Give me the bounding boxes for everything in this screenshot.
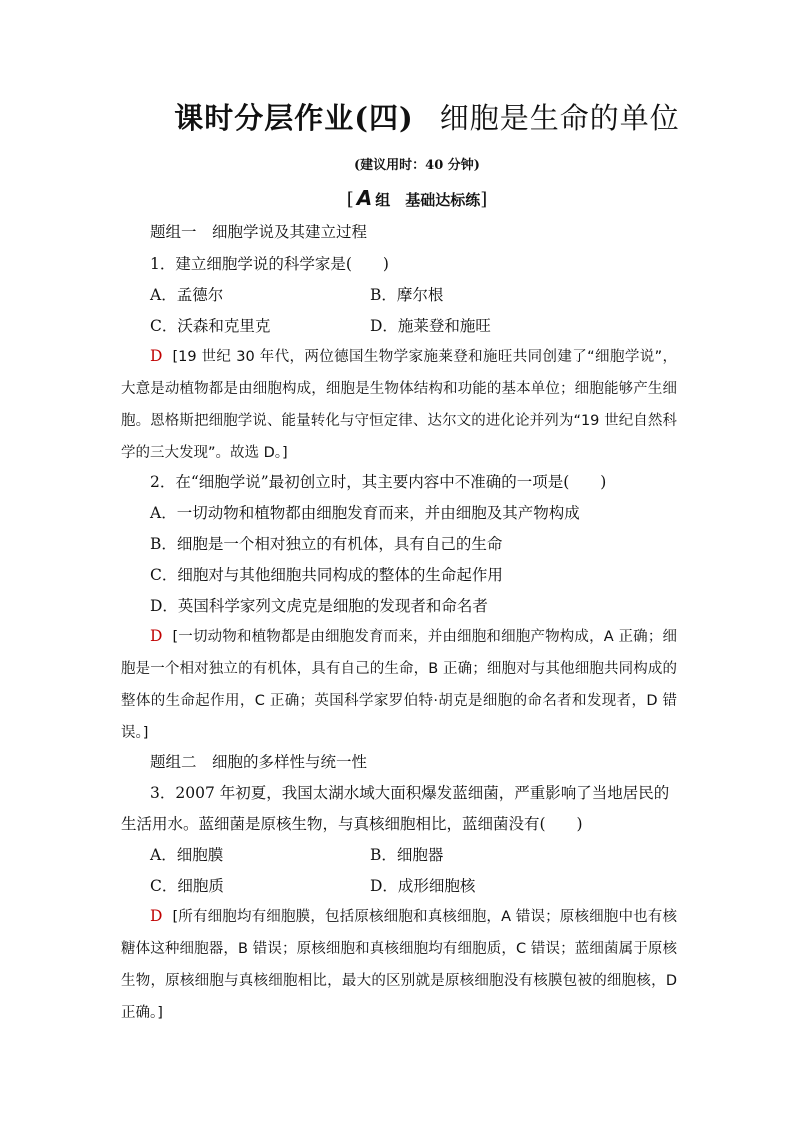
page-title — [0, 96, 794, 137]
q1-option-a: A．孟德尔 — [150, 286, 224, 304]
q2-answer-block — [121, 621, 677, 749]
q3-option-a: A．细胞膜 — [150, 846, 224, 864]
q3-option-c: C．细胞质 — [150, 877, 224, 895]
q1-explanation: [19 世纪 30 年代，两位德国生物学家施莱登和施旺共同创建了“细胞学说”，大意是动植物都是由细胞构成，细胞是生物体结构和功能的基本单位；细胞能够产生细胞。恩格斯把细胞学说、能量转化与守恒定律、达尔文的进化论并列为“19 世纪自然科学的三大发现”。故选 D。] — [121, 349, 677, 461]
group-bracket-left: [ — [346, 189, 354, 210]
q3-option-d: D．成形细胞核 — [370, 877, 476, 895]
q3-explanation: [所有细胞均有细胞膜，包括原核细胞和真核细胞，A 错误；原核细胞中也有核糖体这种细胞器，B 错误；原核细胞和真核细胞均有细胞质，C 错误；蓝细菌属于原核生物，原核细胞与真核细胞相比，最大的区别就是原核细胞没有核膜包被的细胞核，D 正确。] — [121, 909, 677, 1021]
q1-stem: 1．建立细胞学说的科学家是( ) — [150, 255, 389, 273]
q2-option-d: D．英国科学家列文虎克是细胞的发现者和命名者 — [150, 597, 488, 615]
title-topic: 细胞是生命的单位 — [439, 101, 680, 135]
q3-stem-line1: 3．2007 年初夏，我国太湖水域大面积爆发蓝细菌，严重影响了当地居民的 — [150, 784, 670, 802]
q3-answer-block — [121, 901, 677, 1029]
q2-option-c: C．细胞对与其他细胞共同构成的整体的生命起作用 — [150, 566, 503, 584]
section-heading-2: 题组二 细胞的多样性与统一性 — [150, 753, 368, 771]
q2-option-b: B．细胞是一个相对独立的有机体，具有自己的生命 — [150, 535, 503, 553]
q2-answer-letter: D — [150, 627, 163, 645]
q3-answer-letter: D — [150, 907, 163, 925]
q1-answer-letter: D — [150, 347, 163, 365]
q3-stem-line2: 生活用水。蓝细菌是原核生物，与真核细胞相比，蓝细菌没有( ) — [121, 815, 583, 833]
q1-option-d: D．施莱登和施旺 — [370, 317, 491, 335]
group-letter: A — [356, 186, 373, 210]
q1-option-b: B．摩尔根 — [370, 286, 444, 304]
q1-option-c: C．沃森和克里克 — [150, 317, 271, 335]
group-label: 组 基础达标练 — [375, 191, 481, 209]
q3-option-b: B．细胞器 — [370, 846, 444, 864]
q2-option-a: A．一切动物和植物都由细胞发育而来，并由细胞及其产物构成 — [150, 504, 580, 522]
suggested-time: (建议用时：40 分钟) — [354, 158, 480, 173]
section-heading-1: 题组一 细胞学说及其建立过程 — [150, 223, 368, 241]
group-header — [0, 186, 794, 210]
q2-stem: 2．在“细胞学说”最初创立时，其主要内容中不准确的一项是( ) — [150, 473, 607, 491]
title-main: 课时分层作业(四) — [174, 101, 414, 135]
q2-explanation: [一切动物和植物都是由细胞发育而来，并由细胞和细胞产物构成，A 正确；细胞是一个相对独立的有机体，具有自己的生命，B 正确；细胞对与其他细胞共同构成的整体的生命起作用，C 正确；英国科学家罗伯特·胡克是细胞的命名者和发现者，D 错误。] — [121, 629, 677, 741]
q1-answer-block — [121, 341, 677, 469]
group-bracket-right: ] — [480, 189, 488, 210]
